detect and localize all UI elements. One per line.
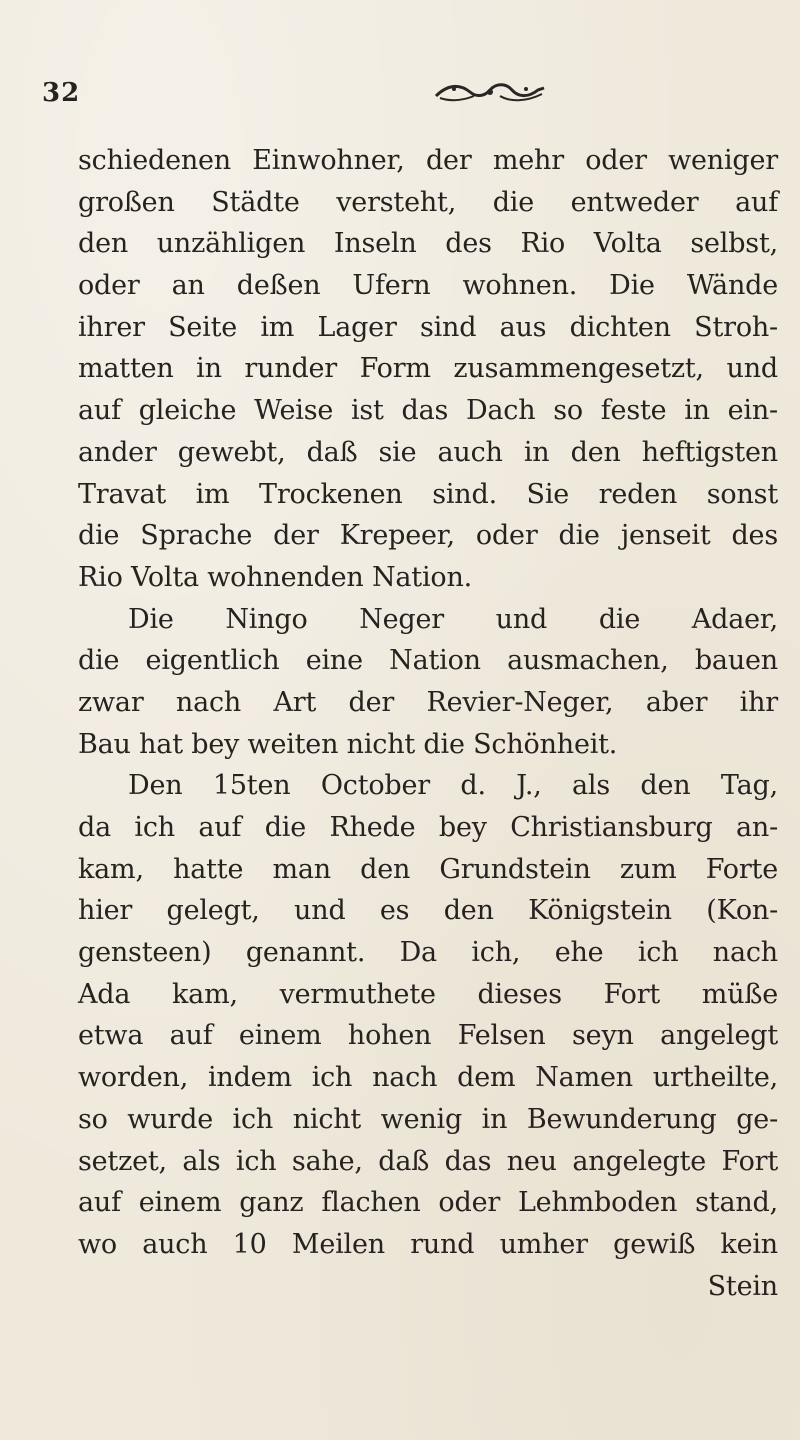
text-line: Ada kam, vermuthete dieses Fort müße	[78, 978, 778, 1010]
text-line: hier gelegt, und es den Königstein (Kon-	[78, 895, 778, 927]
text-line: Rio Volta wohnenden Nation.	[78, 561, 473, 593]
scroll-ornament-icon	[430, 78, 550, 106]
text-line: auf einem ganz flachen oder Lehmboden stand,	[78, 1187, 778, 1219]
text-line: die Sprache der Krepeer, oder die jenseit des	[78, 520, 778, 552]
text-line: kam, hatte man den Grundstein zum Forte	[78, 853, 778, 885]
text-line: so wurde ich nicht wenig in Bewunderung ge-	[78, 1103, 778, 1135]
text-line: da ich auf die Rhede bey Christiansburg an-	[78, 812, 778, 843]
text-line: schiedenen Einwohner, der mehr oder weniger	[78, 145, 778, 176]
text-line: Die Ningo Neger und die Adaer,	[128, 603, 778, 635]
text-line: Travat im Trockenen sind. Sie reden sonst	[78, 478, 778, 510]
catchword: Stein	[707, 1270, 778, 1302]
text-line: ander gewebt, daß sie auch in den heftigsten	[78, 436, 778, 468]
text-line: wo auch 10 Meilen rund umher gewiß kein	[78, 1228, 778, 1260]
text-line: matten in runder Form zusammengesetzt, und	[78, 353, 778, 385]
page-number: 32	[42, 78, 81, 108]
text-line: auf gleiche Weise ist das Dach so feste in ein-	[78, 395, 778, 427]
text-line: Bau hat bey weiten nicht die Schönheit.	[78, 728, 618, 760]
text-line: ihrer Seite im Lager sind aus dichten Stroh-	[78, 311, 778, 343]
text-line: Den 15ten October d. J., als den Tag,	[128, 770, 778, 802]
text-line: den unzähligen Inseln des Rio Volta selbst,	[78, 228, 778, 260]
text-line: gensteen) genannt. Da ich, ehe ich nach	[78, 937, 778, 969]
text-line: etwa auf einem hohen Felsen seyn angelegt	[78, 1020, 778, 1052]
text-line: zwar nach Art der Revier-Neger, aber ihr	[78, 686, 778, 718]
text-line: worden, indem ich nach dem Namen urtheilte,	[78, 1062, 778, 1094]
text-line: oder an deßen Ufern wohnen. Die Wände	[78, 270, 778, 302]
text-line: die eigentlich eine Nation ausmachen, bauen	[78, 645, 778, 677]
body-text	[78, 140, 778, 1307]
text-line: setzet, als ich sahe, daß das neu angelegte Fort	[78, 1145, 778, 1177]
text-line: großen Städte versteht, die entweder auf	[78, 186, 778, 218]
